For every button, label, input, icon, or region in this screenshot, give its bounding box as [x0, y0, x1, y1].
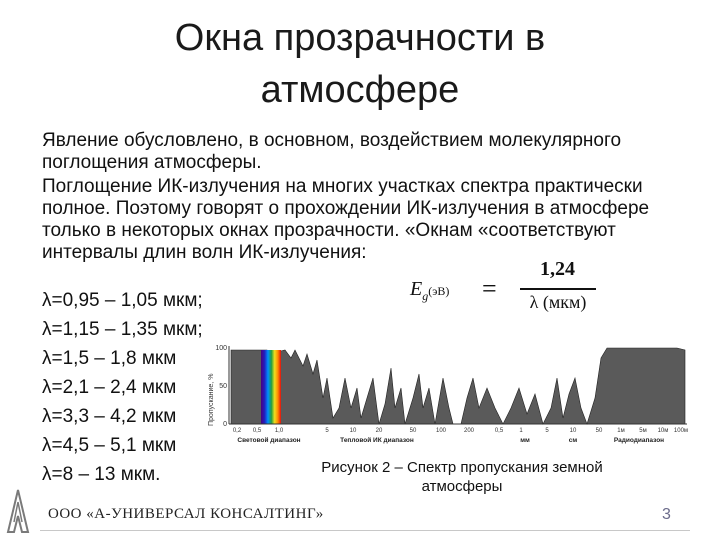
x-tick: 5м — [639, 428, 647, 434]
formula-subscript: g — [422, 289, 429, 303]
region-thermal-ir: Тепловой ИК диапазон — [340, 437, 414, 444]
x-tick: 100 — [435, 428, 447, 434]
window-item: λ=4,5 – 5,1 мкм — [42, 435, 177, 456]
x-tick: 100м — [673, 428, 689, 434]
x-tick: 50 — [409, 428, 417, 434]
caption-line-1: Рисунок 2 – Спектр пропускания земной — [321, 459, 603, 476]
formula-lhs — [410, 278, 449, 304]
transmission-spectrum-figure — [207, 338, 690, 446]
x-ticks — [233, 428, 688, 434]
x-tick: 50 — [595, 428, 603, 434]
company-name: ООО «А-УНИВЕРСАЛ КОНСАЛТИНГ» — [48, 506, 324, 522]
x-tick: 1,0 — [274, 428, 284, 434]
visible-spectrum-band — [261, 350, 281, 424]
formula-equals: = — [482, 274, 497, 303]
y-axis-label: Пропускание, % — [208, 373, 215, 426]
y-tick-50: 50 — [219, 383, 227, 390]
window-item: λ=8 – 13 мкм. — [42, 464, 161, 485]
window-item: λ=0,95 – 1,05 мкм; — [42, 290, 203, 311]
footer-divider — [40, 530, 690, 531]
x-tick: 10 — [349, 428, 357, 434]
x-tick: 5 — [325, 428, 329, 434]
x-tick: 0,2 — [232, 428, 242, 434]
x-tick: 0,5 — [252, 428, 262, 434]
figure-caption — [262, 458, 662, 496]
x-tick: 10м — [657, 428, 669, 434]
formula-numerator: 1,24 — [540, 258, 575, 280]
transmission-area — [231, 348, 685, 424]
page-number: 3 — [662, 506, 671, 523]
slide-body — [42, 130, 692, 264]
window-item: λ=1,5 – 1,8 мкм — [42, 348, 177, 369]
window-item: λ=3,3 – 4,2 мкм — [42, 406, 177, 427]
x-tick: 1 — [519, 428, 523, 434]
window-item: λ=2,1 – 2,4 мкм — [42, 377, 177, 398]
x-tick: 5 — [545, 428, 549, 434]
formula-fraction-bar — [520, 288, 596, 290]
caption-line-2: атмосферы — [421, 478, 503, 495]
window-item: λ=1,15 – 1,35 мкм; — [42, 319, 203, 340]
x-tick: 20 — [375, 428, 383, 434]
company-logo-icon — [4, 488, 32, 534]
formula-symbol: E — [410, 278, 423, 300]
x-tick: 200 — [463, 428, 475, 434]
region-radio: Радиодиапазон — [613, 437, 665, 444]
paragraph-2: Поглощение ИК-излучения на многих участках спектра практически полное. Поэтому говорят о прохождении ИК-излучения в атмосфере только в некоторых окнах прозрачности. «Окнам «соответствуют интервалы длин волн ИК-излучения: — [42, 176, 650, 263]
region-mm: мм — [520, 437, 530, 444]
energy-formula — [410, 258, 595, 320]
x-tick: 10 — [569, 428, 577, 434]
formula-denominator: λ (мкм) — [529, 292, 587, 312]
paragraph-1: Явление обусловлено, в основном, воздействием молекулярного поглощения атмосферы. — [42, 130, 622, 173]
y-axis — [208, 345, 229, 428]
region-light: Световой диапазон — [237, 437, 301, 444]
y-tick-100: 100 — [215, 345, 227, 352]
x-tick: 0,5 — [494, 428, 504, 434]
y-tick-0: 0 — [223, 421, 227, 428]
region-labels — [237, 436, 664, 444]
slide-title — [110, 12, 610, 116]
x-tick: 1м — [617, 428, 625, 434]
slide-title-line-2: атмосфере — [260, 69, 460, 111]
slide-title-line-1: Окна прозрачности в — [174, 17, 546, 59]
formula-unit: (эВ) — [428, 284, 450, 298]
region-cm: см — [568, 437, 578, 444]
